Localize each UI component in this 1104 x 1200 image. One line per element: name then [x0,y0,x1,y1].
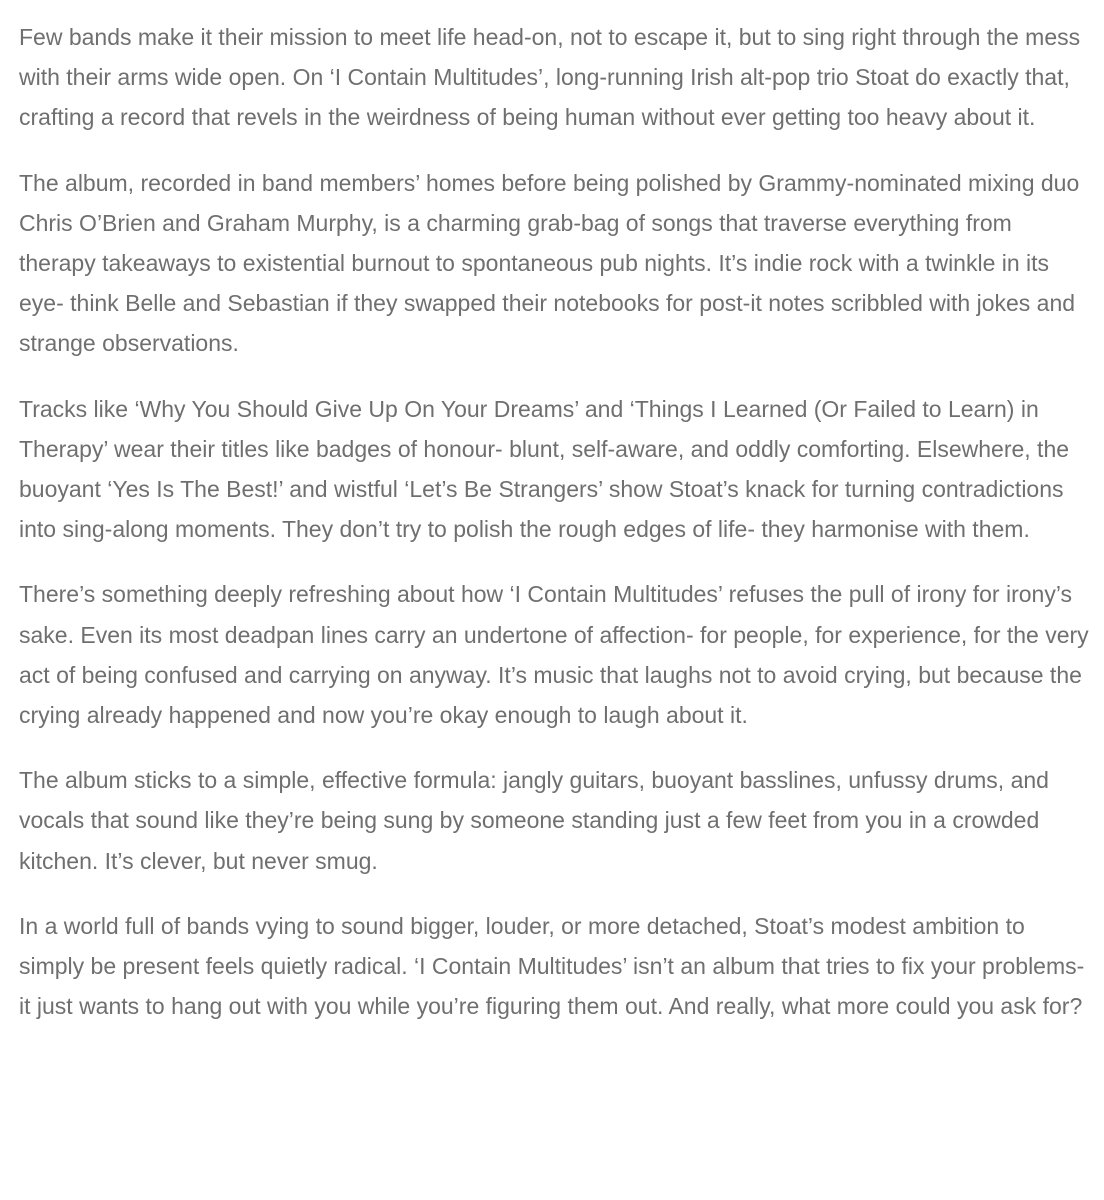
review-paragraph-6: In a world full of bands vying to sound bigger, louder, or more detached, Stoat’s modest ambition to simply be present feels quietly radical. ‘I Contain Multitudes’ isn’t an album that tries to fix your problems- it just wants to hang out with you while you’re figuring them out. And really, what more could you ask for? [19,912,1085,1020]
review-paragraph-1: Few bands make it their mission to meet life head-on, not to escape it, but to sing right through the mess with their arms wide open. On ‘I Contain Multitudes’, long-running Irish alt-pop trio Stoat do exactly that, crafting a record that revels in the weirdness of being human without ever getting too heavy about it. [19,24,1081,131]
review-paragraph-4: There’s something deeply refreshing about how ‘I Contain Multitudes’ refuses the pull of irony for irony’s sake. Even its most deadpan lines carry an undertone of affection- for people, for experience, for the very act of being confused and carrying on anyway. It’s music that laughs not to avoid crying, but because the crying already happened and now you’re okay enough to laugh about it. [19,581,1089,729]
review-paragraph-2: The album, recorded in band members’ homes before being polished by Grammy-nominated mixing duo Chris O’Brien and Graham Murphy, is a charming grab-bag of songs that traverse everything from therapy takeaways to existential burnout to spontaneous pub nights. It’s indie rock with a twinkle in its eye- think Belle and Sebastian if they swapped their notebooks for post-it notes scribbled with jokes and strange observations. [19,169,1080,357]
review-paragraph-3: Tracks like ‘Why You Should Give Up On Your Dreams’ and ‘Things I Learned (Or Failed to Learn) in Therapy’ wear their titles like badges of honour- blunt, self-aware, and oddly comforting. Elsewhere, the buoyant ‘Yes Is The Best!’ and wistful ‘Let’s Be Strangers’ show Stoat’s knack for turning contradictions into sing-along moments. They don’t try to polish the rough edges of life- they harmonise with them. [19,395,1070,543]
review-paragraph-5: The album sticks to a simple, effective formula: jangly guitars, buoyant basslines, unfussy drums, and vocals that sound like they’re being sung by someone standing just a few feet from you in a crowded kitchen. It’s clever, but never smug. [19,767,1049,874]
